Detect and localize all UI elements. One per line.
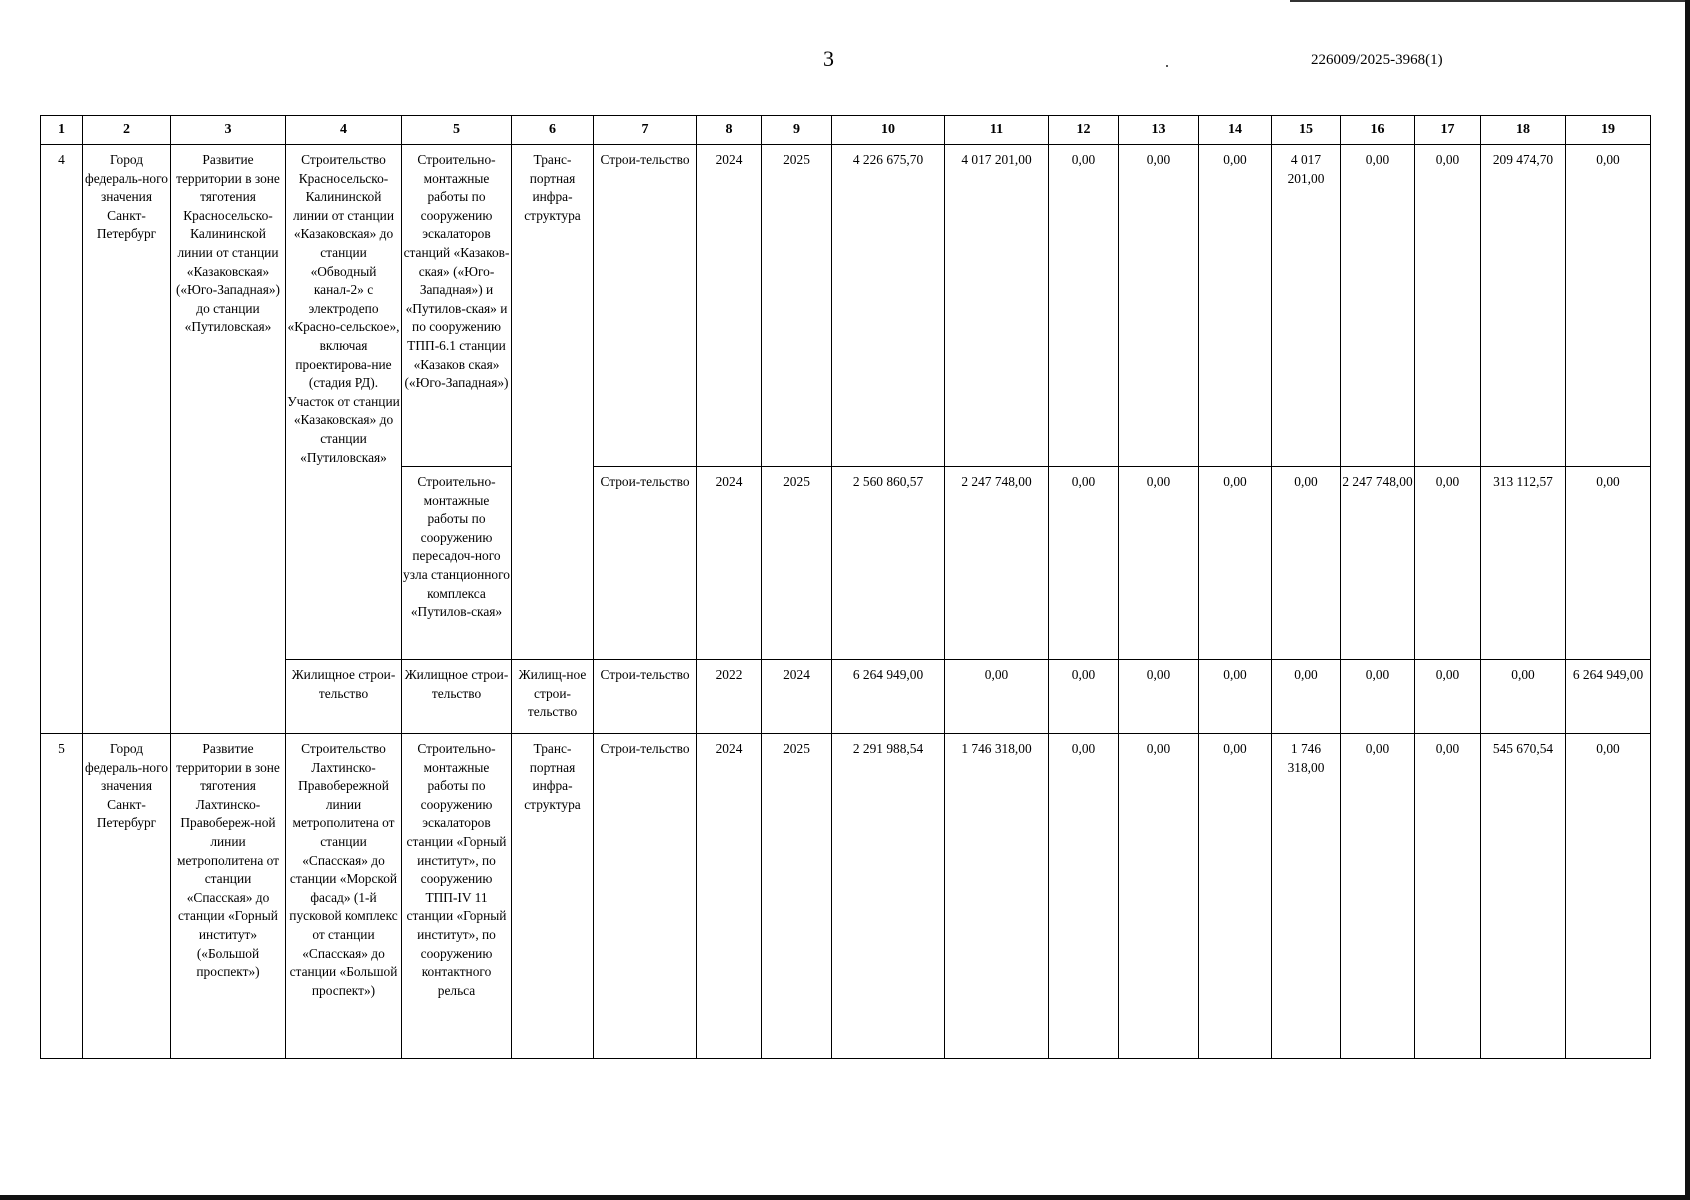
cell-start-year: 2024 <box>697 145 762 467</box>
cell-value: 0,00 <box>1566 145 1651 467</box>
cell-end-year: 2025 <box>762 734 832 1059</box>
cell-value: 2 291 988,54 <box>832 734 945 1059</box>
cell-value: 0,00 <box>1566 734 1651 1059</box>
cell-value: 313 112,57 <box>1481 467 1566 660</box>
cell-value: 4 226 675,70 <box>832 145 945 467</box>
cell-type: Строи-тельство <box>594 660 697 734</box>
cell-category: Транс-портная инфра-структура <box>512 734 594 1059</box>
scan-edge-top <box>1290 0 1690 2</box>
column-header: 13 <box>1119 116 1199 145</box>
cell-value: 6 264 949,00 <box>832 660 945 734</box>
cell-value: 4 017 201,00 <box>1272 145 1341 467</box>
column-header: 14 <box>1199 116 1272 145</box>
cell-value: 0,00 <box>1119 145 1199 467</box>
cell-value: 6 264 949,00 <box>1566 660 1651 734</box>
cell-value: 0,00 <box>1049 734 1119 1059</box>
cell-value: 0,00 <box>1049 467 1119 660</box>
cell-value: 1 746 318,00 <box>1272 734 1341 1059</box>
cell-value: 4 017 201,00 <box>945 145 1049 467</box>
column-header: 19 <box>1566 116 1651 145</box>
column-header: 10 <box>832 116 945 145</box>
cell-value: 0,00 <box>1199 734 1272 1059</box>
cell-value: 0,00 <box>1119 734 1199 1059</box>
cell-value: 209 474,70 <box>1481 145 1566 467</box>
cell-value: 0,00 <box>1199 660 1272 734</box>
column-header: 7 <box>594 116 697 145</box>
cell-value: 0,00 <box>1272 660 1341 734</box>
cell-type: Строи-тельство <box>594 734 697 1059</box>
cell-work: Строительно-монтажные работы по сооружению эскалаторов станций «Казаков-ская» («Юго-Западная») и «Путилов-ская» и по сооружению ТПП-6.1 станции «Казаков ская» («Юго-Западная») <box>402 145 512 467</box>
row-number: 5 <box>41 734 83 1059</box>
column-header: 5 <box>402 116 512 145</box>
cell-value: 0,00 <box>1049 145 1119 467</box>
cell-value: 0,00 <box>1415 734 1481 1059</box>
row-number: 4 <box>41 145 83 734</box>
cell-value: 0,00 <box>1415 660 1481 734</box>
cell-value: 1 746 318,00 <box>945 734 1049 1059</box>
scan-speck <box>1166 65 1168 67</box>
cell-start-year: 2024 <box>697 467 762 660</box>
column-header: 12 <box>1049 116 1119 145</box>
cell-start-year: 2022 <box>697 660 762 734</box>
cell-value: 0,00 <box>1199 467 1272 660</box>
column-header: 15 <box>1272 116 1341 145</box>
table-row <box>41 734 1651 1059</box>
scan-edge-right <box>1685 0 1690 1200</box>
cell-object: Строительство Красносельско-Калининской линии от станции «Казаковская» до станции «Обводный канал-2» с электродепо «Красно-сельское», включая проектирова-ние (стадия РД). Участок от станции «Казаковская» до станции «Путиловская» <box>286 145 402 660</box>
column-header: 16 <box>1341 116 1415 145</box>
document-id: 226009/2025-3968(1) <box>1311 52 1443 68</box>
cell-type: Строи-тельство <box>594 145 697 467</box>
cell-value: 0,00 <box>1119 660 1199 734</box>
cell-work: Строительно-монтажные работы по сооружению эскалаторов станции «Горный институт», по сооружению ТПП-IV 11 станции «Горный институт», по сооружению контактного рельса <box>402 734 512 1059</box>
column-header: 11 <box>945 116 1049 145</box>
cell-value: 0,00 <box>1341 734 1415 1059</box>
cell-value: 0,00 <box>945 660 1049 734</box>
cell-value: 2 247 748,00 <box>945 467 1049 660</box>
scan-edge-bottom <box>0 1195 1690 1200</box>
cell-value: 0,00 <box>1415 145 1481 467</box>
cell-value: 545 670,54 <box>1481 734 1566 1059</box>
cell-category: Жилищ-ное строи-тельство <box>512 660 594 734</box>
column-header: 1 <box>41 116 83 145</box>
cell-subject: Город федераль-ного значения Санкт-Петербург <box>83 734 171 1059</box>
cell-work: Строительно-монтажные работы по сооружению пересадоч-ного узла станционного комплекса «Путилов-ская» <box>402 467 512 660</box>
cell-work: Жилищное строи-тельство <box>402 660 512 734</box>
cell-start-year: 2024 <box>697 734 762 1059</box>
cell-value: 2 247 748,00 <box>1341 467 1415 660</box>
cell-value: 2 560 860,57 <box>832 467 945 660</box>
cell-project: Развитие территории в зоне тяготения Лахтинско-Правобереж-ной линии метрополитена от станции «Спасская» до станции «Горный институт» («Большой проспект») <box>171 734 286 1059</box>
cell-end-year: 2025 <box>762 145 832 467</box>
cell-subject: Город федераль-ного значения Санкт-Петербург <box>83 145 171 734</box>
cell-type: Строи-тельство <box>594 467 697 660</box>
cell-project: Развитие территории в зоне тяготения Красносельско-Калининской линии от станции «Казаковская» («Юго-Западная») до станции «Путиловская» <box>171 145 286 734</box>
column-header: 17 <box>1415 116 1481 145</box>
table-row <box>41 145 1651 467</box>
cell-end-year: 2025 <box>762 467 832 660</box>
cell-end-year: 2024 <box>762 660 832 734</box>
column-number-row <box>41 116 1651 145</box>
column-header: 6 <box>512 116 594 145</box>
cell-value: 0,00 <box>1119 467 1199 660</box>
page-number: 3 <box>823 46 834 71</box>
cell-category: Транс-портная инфра-структура <box>512 145 594 660</box>
column-header: 4 <box>286 116 402 145</box>
cell-value: 0,00 <box>1341 145 1415 467</box>
cell-value: 0,00 <box>1049 660 1119 734</box>
cell-value: 0,00 <box>1566 467 1651 660</box>
column-header: 18 <box>1481 116 1566 145</box>
cell-value: 0,00 <box>1341 660 1415 734</box>
data-table <box>40 115 1651 1059</box>
column-header: 8 <box>697 116 762 145</box>
column-header: 3 <box>171 116 286 145</box>
cell-object: Строительство Лахтинско-Правобережной линии метрополитена от станции «Спасская» до станции «Морской фасад» (1-й пусковой комплекс от станции «Спасская» до станции «Большой проспект») <box>286 734 402 1059</box>
cell-value: 0,00 <box>1481 660 1566 734</box>
cell-object: Жилищное строи-тельство <box>286 660 402 734</box>
cell-value: 0,00 <box>1272 467 1341 660</box>
cell-value: 0,00 <box>1199 145 1272 467</box>
column-header: 2 <box>83 116 171 145</box>
cell-value: 0,00 <box>1415 467 1481 660</box>
column-header: 9 <box>762 116 832 145</box>
